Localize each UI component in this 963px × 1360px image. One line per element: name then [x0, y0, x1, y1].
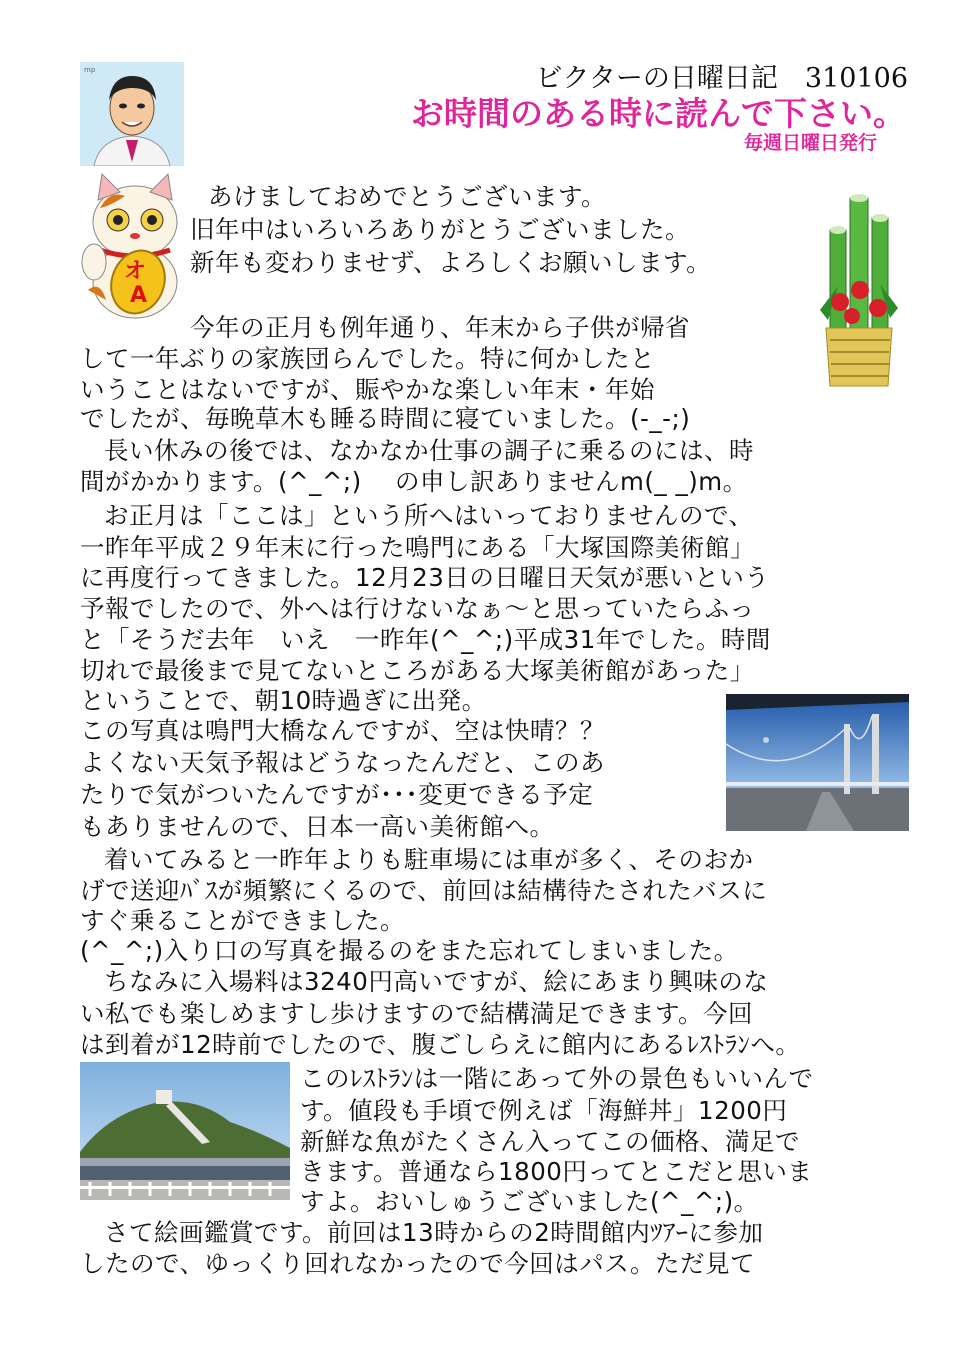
svg-text:A: A — [130, 283, 148, 308]
body-line-3: 新年も変わりませず、よろしくお願いします。 — [190, 248, 712, 277]
body-line-21: 着いてみると一昨年よりも駐車場には車が多く、そのおか — [104, 845, 754, 874]
body-line-30: 新鮮な魚がたくさん入ってこの価格、満足で — [300, 1127, 800, 1156]
publication-frequency: 毎週日曜日発行 — [743, 133, 877, 154]
body-line-2: 旧年中はいろいろありがとうございました。 — [190, 215, 690, 244]
body-line-17: この写真は鳴門大橋なんですが、空は快晴？？ — [80, 716, 605, 745]
newsletter-title: ビクターの日曜日記 310106 — [535, 63, 908, 94]
body-line-16: ということで、朝10時過ぎに出発。 — [80, 686, 487, 715]
newsletter-subtitle: お時間のある時に読んで下さい。 — [411, 95, 906, 132]
body-line-15: 切れで最後まで見てないところがある大塚美術館があった」 — [80, 656, 755, 685]
body-line-32: すよ。おいしゅうございました(^_^;)。 — [300, 1187, 759, 1216]
body-line-28: このﾚｽﾄﾗﾝは一階にあって外の景色もいいんで — [300, 1064, 814, 1093]
body-line-14: と「そうだ去年 いえ 一昨年(^_^;)平成31年でした。時間 — [80, 625, 771, 654]
body-line-7: でしたが、毎晩草木も睡る時間に寝ていました。(-_-;) — [80, 404, 691, 433]
body-line-25: ちなみに入場料は3240円高いですが、絵にあまり興味のな — [104, 967, 769, 996]
body-line-33: さて絵画鑑賞です。前回は13時からの2時間館内ﾂｱｰに参加 — [104, 1218, 764, 1247]
body-line-26: い私でも楽しめますし歩けますので結構満足できます。今回 — [80, 999, 754, 1028]
body-line-19: たりで気がついたんですが･･･変更できる予定 — [80, 780, 594, 809]
body-line-4: 今年の正月も例年通り、年末から子供が帰省 — [190, 313, 690, 342]
otsuka-museum-photo — [80, 1062, 290, 1200]
body-line-5: して一年ぶりの家族団らんでした。特に何かしたと — [80, 344, 655, 373]
svg-text:mp: mp — [84, 66, 96, 74]
body-line-20: もありませんので、日本一高い美術館へ。 — [80, 812, 555, 841]
body-line-18: よくない天気予報はどうなったんだと、このあ — [80, 748, 605, 777]
body-line-23: すぐ乗ることができました。 — [80, 906, 405, 935]
body-line-29: す。値段も手頃で例えば「海鮮丼」1200円 — [300, 1096, 788, 1125]
body-line-12: に再度行ってきました。12月23日の日曜日天気が悪いという — [80, 563, 770, 592]
body-line-31: きます。普通なら1800円ってとこだと思いま — [300, 1157, 813, 1186]
maneki-neko-illustration — [80, 170, 190, 320]
body-line-6: いうことはないですが、賑やかな楽しい年末・年始 — [80, 375, 655, 404]
body-line-24: (^_^;)入り口の写真を撮るのをまた忘れてしまいました。 — [80, 936, 739, 965]
body-line-8: 長い休みの後では、なかなか仕事の調子に乗るのには、時 — [104, 436, 754, 465]
body-line-1: あけましておめでとうございます。 — [208, 182, 607, 211]
naruto-bridge-photo — [726, 694, 909, 831]
body-line-13: 予報でしたので、外へは行けないなぁ〜と思っていたらふっ — [80, 594, 755, 623]
body-line-9: 間がかかります。(^_^;) の申し訳ありませんm(_ _)m。 — [80, 467, 748, 496]
svg-text:オ: オ — [124, 259, 147, 284]
author-avatar-image — [80, 62, 184, 166]
kadomatsu-illustration — [818, 190, 900, 390]
body-line-10: お正月は「ここは」という所へはいっておりませんので、 — [104, 501, 754, 530]
body-line-22: げで送迎ﾊﾞｽが頻繁にくるので、前回は結構待たされたバスに — [80, 876, 768, 905]
body-line-11: 一昨年平成２９年末に行った鳴門にある「大塚国際美術館」 — [80, 533, 755, 562]
body-line-27: は到着が12時前でしたので、腹ごしらえに館内にあるﾚｽﾄﾗﾝへ。 — [80, 1030, 801, 1059]
body-line-34: したので、ゆっくり回れなかったので今回はパス。ただ見て — [80, 1249, 755, 1278]
